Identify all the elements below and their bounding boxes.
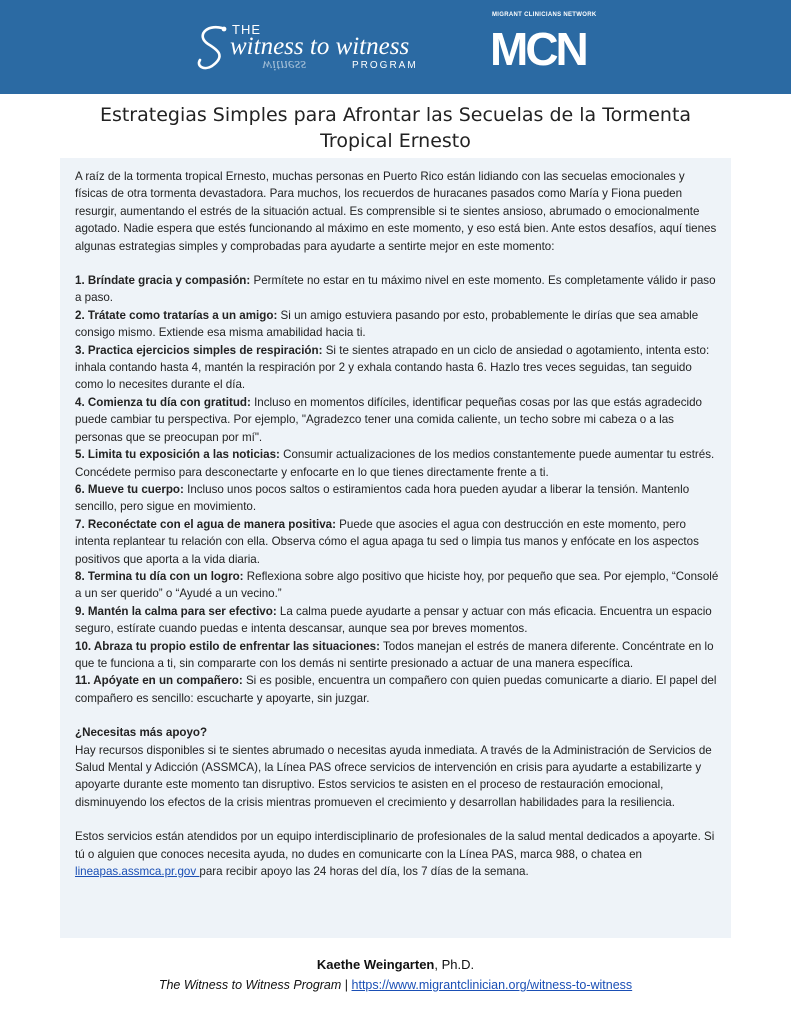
mcn-tagline: MIGRANT CLINICIANS NETWORK	[492, 12, 597, 18]
author-suffix: , Ph.D.	[434, 957, 475, 972]
strategy-item	[75, 307, 719, 342]
witness-to-witness-logo	[192, 18, 462, 78]
strategy-item	[75, 516, 719, 568]
program-line	[0, 975, 791, 995]
page-title	[60, 102, 731, 154]
logo-program: PROGRAM	[352, 60, 418, 71]
strategy-text: Si un amigo estuviera pasando por esto, probablemente le dirías que sea amable consigo mismo. Extiende esa misma amabilidad hacia ti.	[75, 308, 699, 340]
support-text-after-link: para recibir apoyo las 24 horas del día, los 7 días de la semana.	[199, 865, 529, 879]
strategy-item	[75, 342, 719, 394]
strategy-item	[75, 672, 719, 707]
strategy-title: 9. Mantén la calma para ser efectivo:	[75, 604, 277, 618]
footer-separator: |	[341, 978, 352, 992]
strategy-title: 7. Reconéctate con el agua de manera positiva:	[75, 517, 336, 531]
strategy-text: Incluso en momentos difíciles, identificar pequeñas cosas por las que estás agradecido puede cambiar tu perspectiva. Por ejemplo, "Agradezco tener una comida caliente, un techo sobre mi cabeza o a las personas que se preocupan por mí".	[75, 395, 702, 444]
strategy-title: 5. Limita tu exposición a las noticias:	[75, 448, 280, 462]
strategy-title: 10. Abraza tu propio estilo de enfrentar las situaciones:	[75, 639, 380, 653]
strategy-text: Permítete no estar en tu máximo nivel en este momento. Es completamente válido ir paso a paso.	[75, 274, 716, 305]
strategy-title: 6. Mueve tu cuerpo:	[75, 482, 184, 496]
program-name: The Witness to Witness Program	[158, 978, 342, 992]
program-url-link[interactable]: https://www.migrantclinician.org/witness-to-witness	[351, 978, 633, 992]
strategy-item	[75, 603, 719, 638]
strategy-title: 11. Apóyate en un compañero:	[75, 674, 243, 688]
strategy-item	[75, 568, 719, 603]
intro-paragraph: A raíz de la tormenta tropical Ernesto, muchas personas en Puerto Rico están lidiando con las secuelas emocionales y físicas de otra tormenta devastadora. Para muchos, los recuerdos de huracanes pasados como María y Fiona pueden resurgir, aumentando el estrés de la situación actual. Es comprensible si te sientes ansioso, abrumado o emocionalmente agotado. Nadie espera que estés funcionando al máximo en este momento, y eso está bien. Ante estos desafíos, aquí tienes algunas estrategias simples y comprobadas para ayudarte a sentirte mejor en este momento:	[75, 170, 717, 253]
strategy-text: Consumir actualizaciones de los medios constantemente puede aumentar tu estrés. Concédete permiso para desconectarte y enfocarte en lo que tienes directamente frente a ti.	[75, 448, 715, 479]
title-line-1: Estrategias Simples para Afrontar las Secuelas de la Tormenta	[99, 104, 692, 126]
strategy-item	[75, 394, 719, 446]
strategy-text: Si te sientes atrapado en un ciclo de ansiedad o agotamiento, intenta esto: inhala contando hasta 4, mantén la respiración por 2 y exhala contando hasta 6. Hazlo tres veces seguidas, tan seguido como lo necesites durante el día.	[75, 343, 710, 392]
strategy-text: Incluso unos pocos saltos o estiramientos cada hora pueden ayudar a liberar la tensión. Mantenlo sencillo, pero sigue en movimiento.	[75, 482, 690, 514]
support-heading: ¿Necesitas más apoyo?	[75, 726, 208, 740]
spacer	[75, 255, 719, 272]
strategy-text: Si es posible, encuentra un compañero con quien puedas comunicarte a diario. El papel del compañero es sencillo: escucharte y apoyarte, sin juzgar.	[75, 674, 717, 705]
strategy-text: La calma puede ayudarte a pensar y actuar con más eficacia. Encuentra un espacio seguro, estírate cuando puedas e intenta descansar, aunque sea por breves momentos.	[75, 604, 712, 636]
strategy-title: 2. Trátate como tratarías a un amigo:	[75, 308, 278, 322]
support-text-before-link: Estos servicios están atendidos por un equipo interdisciplinario de profesionales de la salud mental dedicados a apoyarte. Si tú o alguien que conoces necesita ayuda, no dudes en comunicarte con la Línea PAS, marca 988, o chatea en	[75, 830, 715, 861]
strategy-item	[75, 446, 719, 481]
logo-the: THE	[232, 22, 261, 37]
header-band	[0, 0, 791, 94]
spacer	[75, 811, 719, 828]
footer	[0, 955, 791, 995]
strategy-title: 1. Bríndate gracia y compasión:	[75, 274, 251, 288]
strategy-list	[75, 272, 719, 707]
strategy-item	[75, 481, 719, 516]
author-credit	[0, 955, 791, 975]
strategy-title: 3. Practica ejercicios simples de respiración:	[75, 343, 323, 357]
strategy-item	[75, 272, 719, 307]
mcn-logo	[490, 8, 610, 86]
strategy-text: Todos manejan el estrés de manera diferente. Concéntrate en lo que te funciona a ti, sin compararte con los demás ni sentirte presionado a actuar de una manera específica.	[75, 639, 714, 670]
lineapas-link[interactable]: lineapas.assmca.pr.gov	[75, 865, 200, 879]
strategy-text: Reflexiona sobre algo positivo que hiciste hoy, por pequeño que sea. Por ejemplo, “Consolé a un ser querido” o “Ayudé a un vecino.”	[75, 569, 719, 601]
spacer	[75, 707, 719, 724]
mcn-letters: MCN	[490, 23, 586, 75]
support-paragraph-2	[75, 828, 719, 880]
logo-mirror: witness	[262, 57, 307, 73]
strategy-item	[75, 638, 719, 673]
author-name: Kaethe Weingarten	[316, 957, 435, 972]
strategy-title: 8. Termina tu día con un logro:	[75, 569, 244, 583]
title-line-2: Tropical Ernesto	[320, 130, 471, 152]
support-paragraph-1: Hay recursos disponibles si te sientes abrumado o necesitas ayuda inmediata. A través de la Administración de Servicios de Salud Mental y Adicción (ASSMCA), la Línea PAS ofrece servicios de intervención en crisis para ayudarte a estabilizarte y apoyarte durante este momento tan disruptivo. Estos servicios te asisten en el proceso de restauración emocional, disminuyendo los efectos de la crisis mientras promueven el crecimiento y desarrollan habilidades para la resiliencia.	[75, 743, 712, 809]
content-box	[60, 158, 731, 938]
strategy-title: 4. Comienza tu día con gratitud:	[75, 395, 251, 409]
swirl-icon	[192, 22, 232, 72]
logo-name: witness to witness	[230, 33, 410, 60]
strategy-text: Puede que asocies el agua con destrucción en este momento, pero intenta replantear tu relación con ella. Observa cómo el agua apaga tu sed o limpia tus manos y enfócate en los aspectos positivos que aporta a la vida diaria.	[75, 517, 699, 566]
